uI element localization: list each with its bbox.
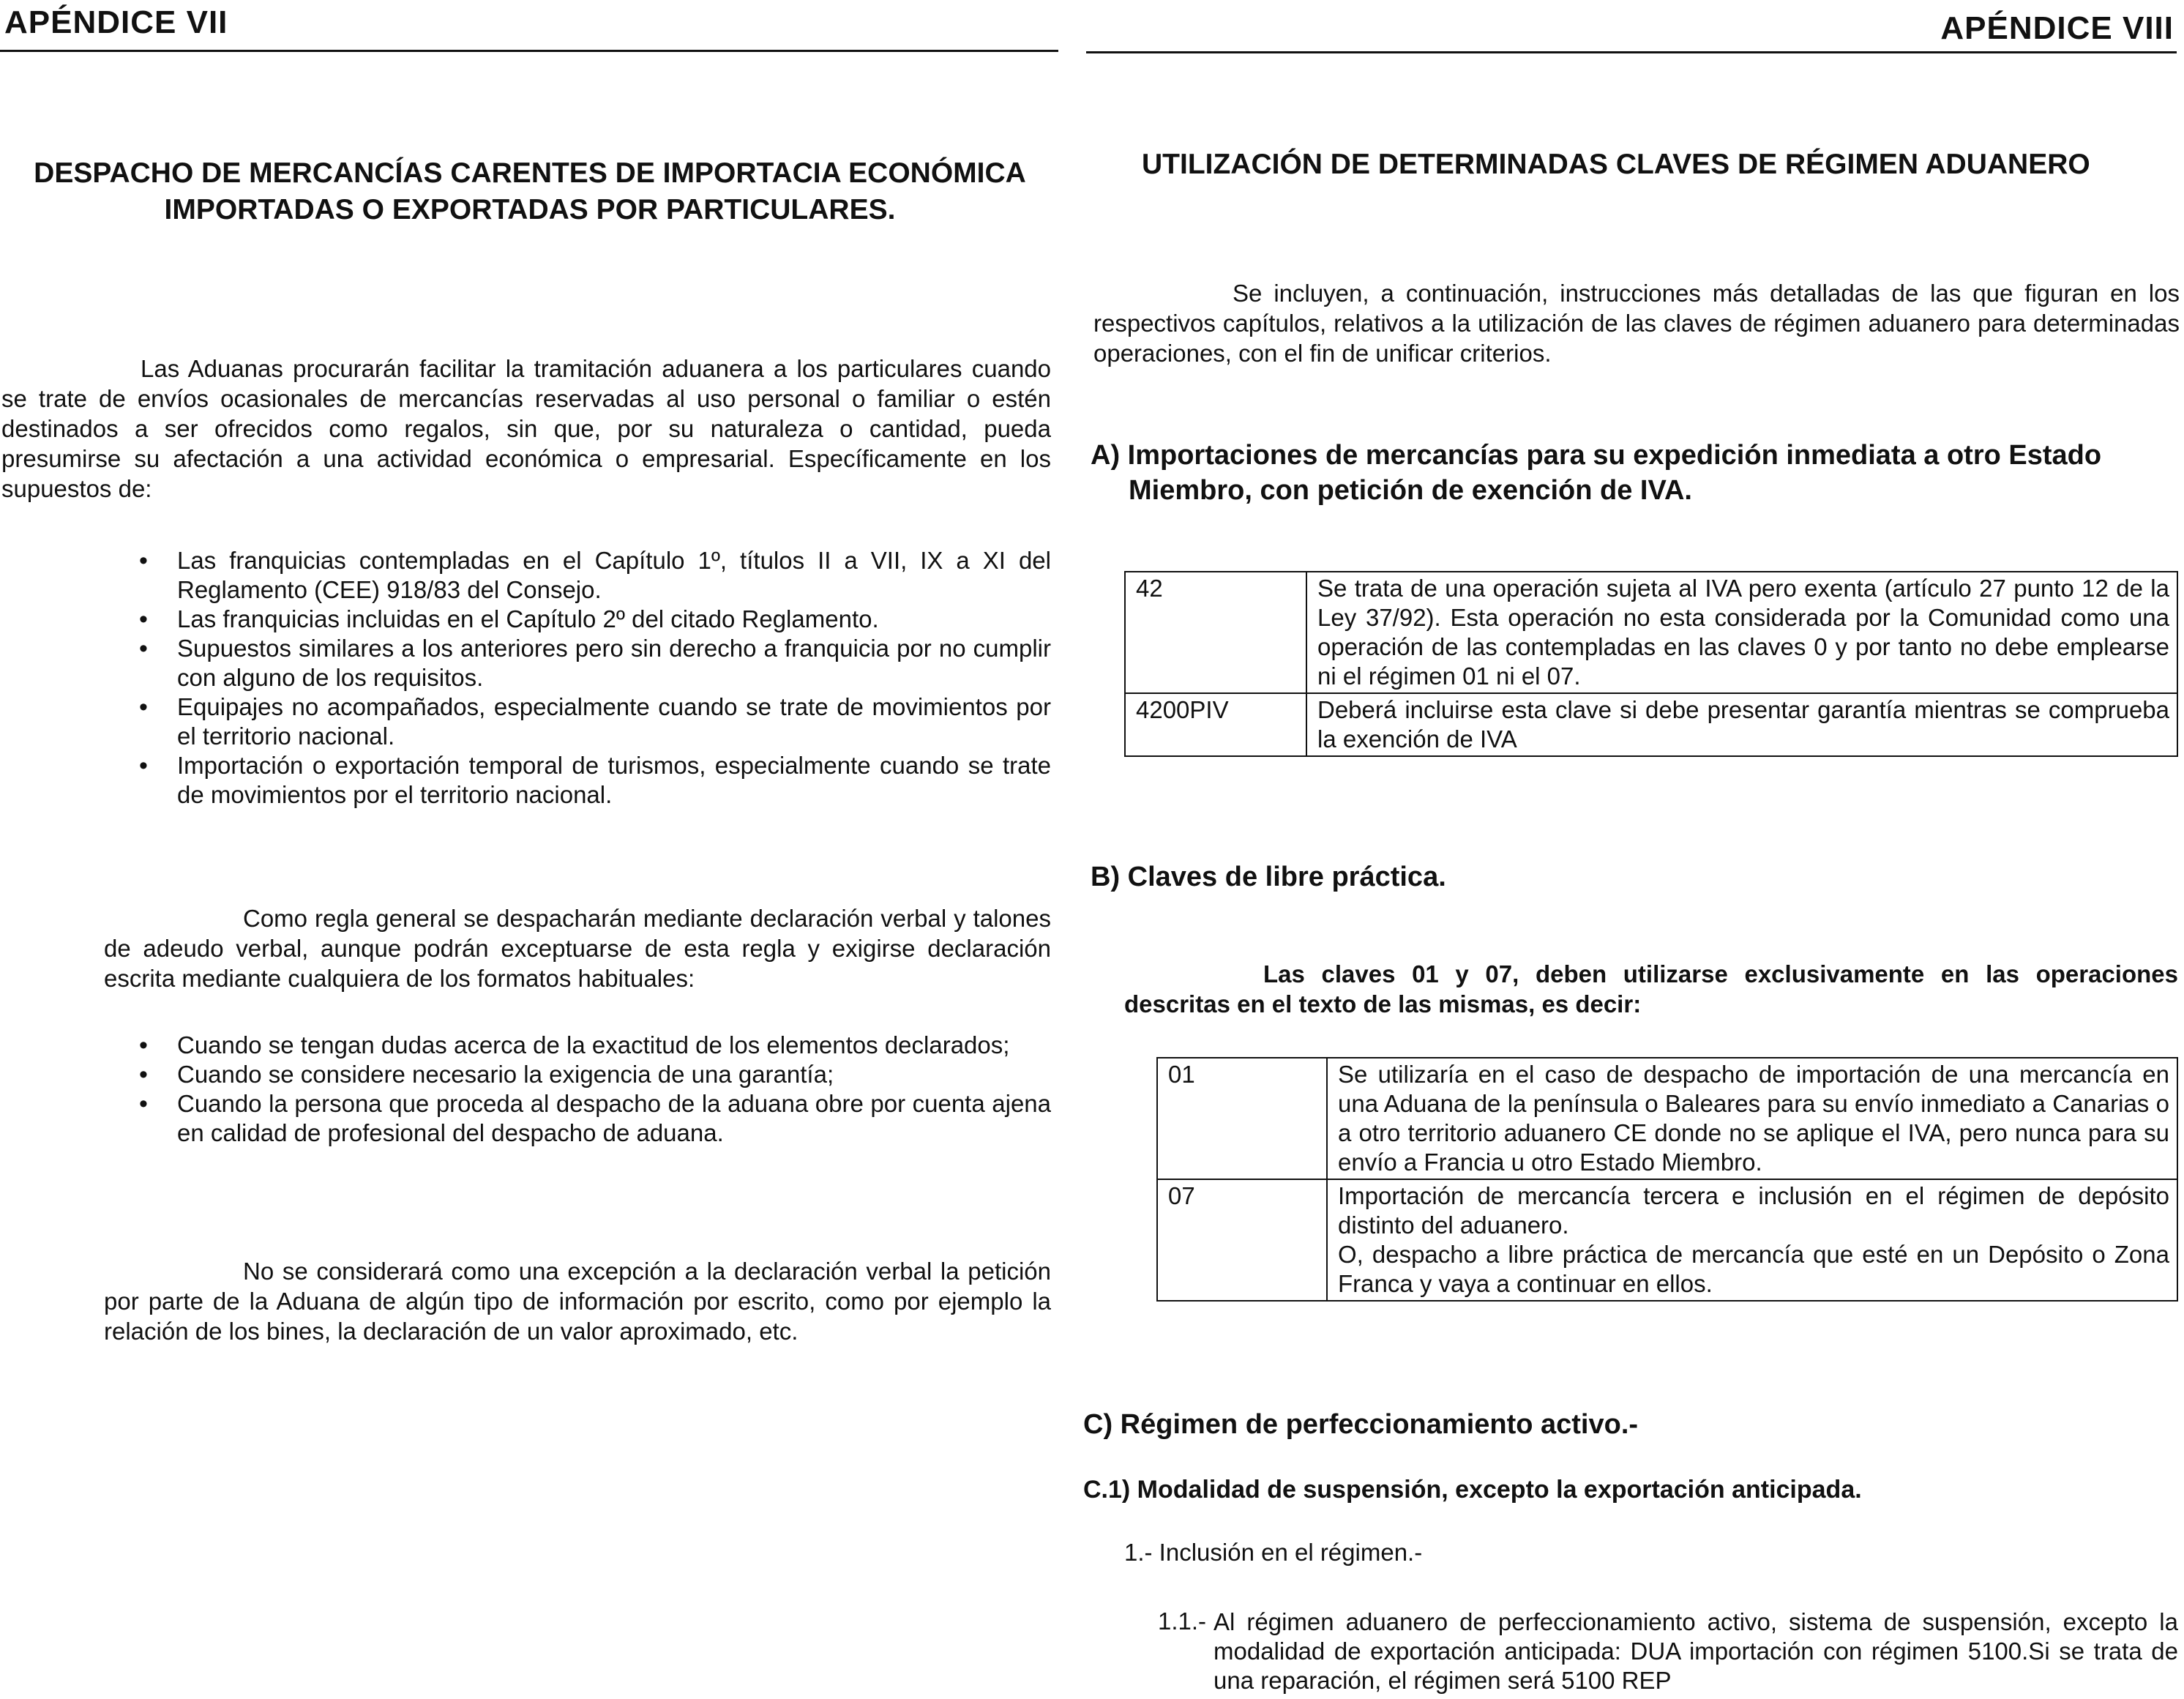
table-section-b [1156, 1057, 2178, 1302]
left-bullet-list-2 [139, 1031, 1051, 1148]
list-item: • Las franquicias contempladas en el Capítulo 1º, títulos II a VII, IX a XI del Reglamento (CEE) 918/83 del Consejo. [139, 546, 1051, 605]
list-item: • Cuando se considere necesario la exigencia de una garantía; [139, 1060, 1051, 1089]
list-item: • Las franquicias incluidas en el Capítulo 2º del citado Reglamento. [139, 605, 1051, 634]
left-bullet-list-1 [139, 546, 1051, 810]
right-page-header: APÉNDICE VIII [1940, 10, 2174, 46]
list-item: • Equipajes no acompañados, especialmente cuando se trate de movimientos por el territorio nacional. [139, 692, 1051, 751]
list-item: • Supuestos similares a los anteriores pero sin derecho a franquicia por no cumplir con alguno de los requisitos. [139, 634, 1051, 692]
left-paragraph-3: No se considerará como una excepción a la declaración verbal la petición por parte de la Aduana de algún tipo de información por escrito, como por ejemplo la relación de los bines, la declaración de un valor aproximado, etc. [104, 1258, 1051, 1345]
item-1-1-text: Al régimen aduanero de perfeccionamiento activo, sistema de suspensión, excepto la modalidad de exportación anticipada: DUA importación con régimen 5100.Si se trata de una reparación, el régimen será 5100 REP [1213, 1608, 2178, 1694]
table-row [1125, 572, 2177, 693]
right-header-rule [1086, 51, 2177, 53]
right-intro-paragraph: Se incluyen, a continuación, instrucciones más detalladas de las que figuran en los respectivos capítulos, relativos a la utilización de las claves de régimen aduanero para determinadas operaciones, con el fin de unificar criterios. [1093, 280, 2180, 367]
item-1: 1.- Inclusión en el régimen.- [1124, 1539, 1423, 1566]
left-page-header: APÉNDICE VII [4, 4, 228, 40]
item-1-1-number: 1.1.- [1158, 1607, 1207, 1635]
left-paragraph-2: Como regla general se despacharán mediante declaración verbal y talones de adeudo verbal, aunque podrán exceptuarse de esta regla y exigirse declaración escrita mediante cualquiera de los formatos habituales: [104, 905, 1051, 992]
left-title [10, 155, 1050, 228]
table-text-cell: Se utilizaría en el caso de despacho de importación de una mercancía en una Aduana de la península o Baleares para su envío inmediato a Canarias o a otro territorio aduanero CE donde no se aplique el IVA, pero nunca para su envío a Francia u otro Estado Miembro. [1327, 1058, 2177, 1179]
left-title-line2: IMPORTADAS O EXPORTADAS POR PARTICULARES. [164, 194, 896, 225]
section-b-intro: Las claves 01 y 07, deben utilizarse exclusivamente en las operaciones descritas en el texto de las mismas, es decir: [1124, 960, 2178, 1017]
table-code-cell: 42 [1125, 572, 1306, 693]
list-item: • Cuando se tengan dudas acerca de la exactitud de los elementos declarados; [139, 1031, 1051, 1060]
section-a-heading [1091, 438, 2174, 508]
section-c1-heading: C.1) Modalidad de suspensión, excepto la exportación anticipada. [1083, 1476, 1862, 1504]
list-item: • Importación o exportación temporal de turismos, especialmente cuando se trate de movimientos por el territorio nacional. [139, 751, 1051, 810]
table-code-cell: 01 [1157, 1058, 1327, 1179]
table-row [1125, 693, 2177, 756]
table-section-a [1124, 571, 2178, 757]
left-header-rule [0, 50, 1058, 52]
table-row [1157, 1179, 2177, 1301]
table-row [1157, 1058, 2177, 1179]
table-text-cell: Deberá incluirse esta clave si debe presentar garantía mientras se comprueba la exención de IVA [1306, 693, 2177, 756]
section-a-line1: A) Importaciones de mercancías para su expedición inmediata a otro Estado [1091, 440, 2102, 471]
table-text-line: Importación de mercancía tercera e inclusión en el régimen de depósito distinto del aduanero. [1338, 1182, 2169, 1239]
table-text-cell [1327, 1179, 2177, 1301]
table-text-line: O, despacho a libre práctica de mercancía que esté en un Depósito o Zona Franca y vaya a continuar en ellos. [1338, 1241, 2169, 1297]
section-a-line2: Miembro, con petición de exención de IVA. [1129, 475, 1692, 506]
table-text-cell: Se trata de una operación sujeta al IVA pero exenta (artículo 27 punto 12 de la Ley 37/92). Esta operación no esta considerada por la Comunidad como una operación de las contempladas en las claves 0 y por tanto no debe emplearse ni el régimen 01 ni el 07. [1306, 572, 2177, 693]
left-paragraph-1: Las Aduanas procurarán facilitar la tramitación aduanera a los particulares cuando se trate de envíos ocasionales de mercancías reservadas al uso personal o familiar o estén destinados a ser ofrecidos como regalos, sin que, por su naturaleza o cantidad, pueda presumirse su afectación a una actividad económica o empresarial. Específicamente en los supuestos de: [1, 355, 1051, 502]
section-c-heading: C) Régimen de perfeccionamiento activo.- [1083, 1409, 1639, 1440]
table-code-cell: 07 [1157, 1179, 1327, 1301]
section-b-heading: B) Claves de libre práctica. [1091, 862, 1446, 892]
left-title-line1: DESPACHO DE MERCANCÍAS CARENTES DE IMPORTACIA ECONÓMICA [34, 157, 1026, 189]
list-item: • Cuando la persona que proceda al despacho de la aduana obre por cuenta ajena en calidad de profesional del despacho de aduana. [139, 1089, 1051, 1148]
table-code-cell: 4200PIV [1125, 693, 1306, 756]
right-title: UTILIZACIÓN DE DETERMINADAS CLAVES DE RÉGIMEN ADUANERO [1142, 149, 2090, 180]
